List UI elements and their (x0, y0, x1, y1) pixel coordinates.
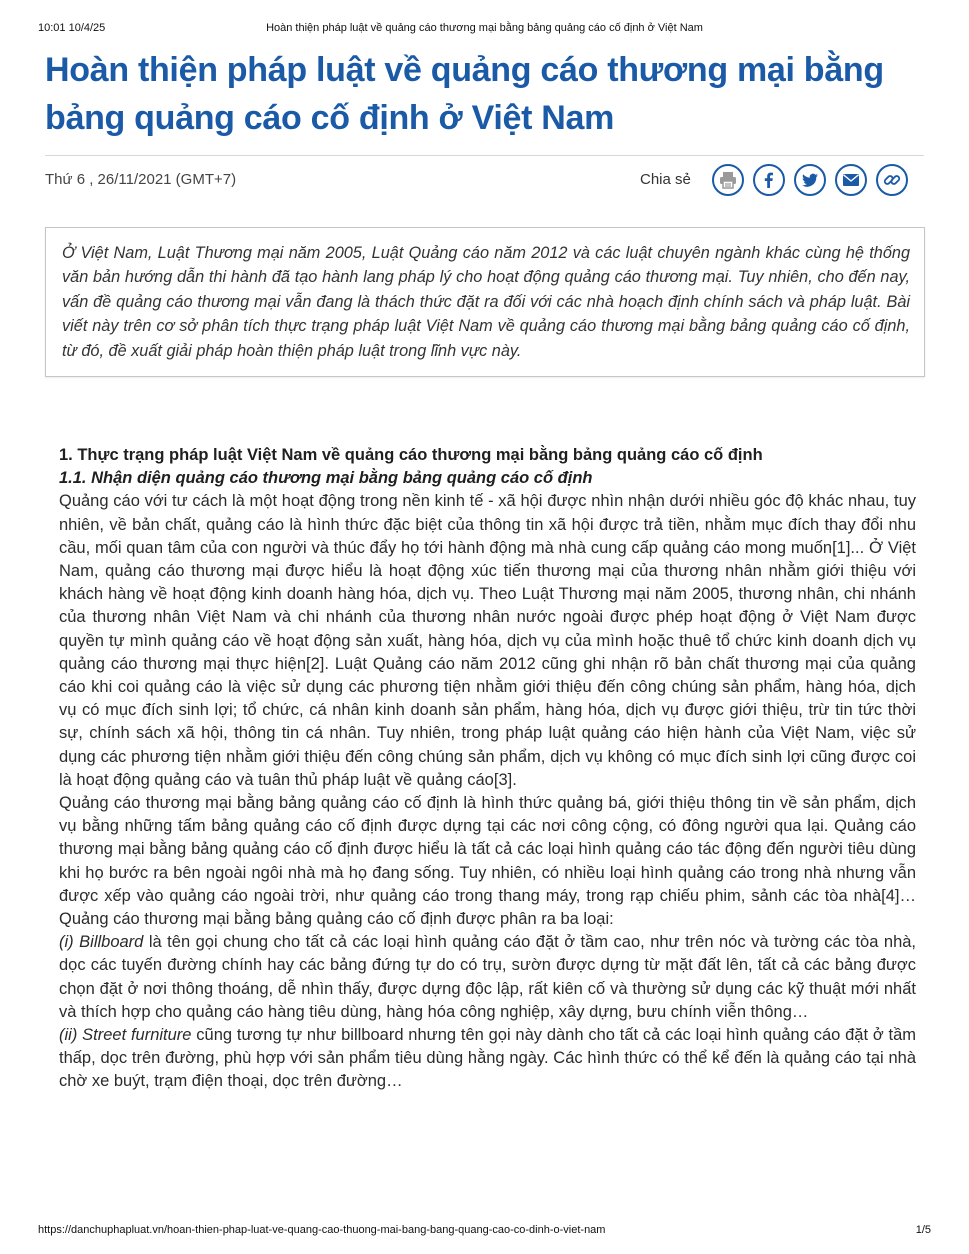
page-number: 1/5 (915, 1224, 931, 1236)
link-icon (882, 170, 902, 190)
article-body (59, 444, 916, 1094)
article-title: Hoàn thiện pháp luật về quảng cáo thương mại bằng bảng quảng cáo cố định ở Việt Nam (45, 51, 884, 137)
section-1-heading: 1. Thực trạng pháp luật Việt Nam về quảng cáo thương mại bằng bảng quảng cáo cố định (59, 446, 763, 464)
share-label: Chia sẻ (640, 171, 691, 188)
item-2-text: cũng tương tự như billboard nhưng tên gọi này dành cho tất cả các loại hình quảng cáo đặt ở tầm thấp, dọc trên đường, phù hợp với sản phẩm tiêu dùng hằng ngày. Các hình thức có thể kể đến là quảng cáo tại nhà chờ xe buýt, trạm điện thoại, dọc trên đường… (59, 1026, 916, 1091)
list-item-billboard (59, 931, 916, 1024)
page-url[interactable]: https://danchuphapluat.vn/hoan-thien-phap-luat-ve-quang-cao-thuong-mai-bang-bang-quang-cao-co-dinh-o-viet-nam (38, 1224, 606, 1236)
email-share-button[interactable] (835, 164, 867, 196)
item-2-label: (ii) Street furniture (59, 1026, 192, 1045)
print-footer (38, 1224, 931, 1238)
item-1-label: (i) Billboard (59, 933, 144, 952)
section-1-1-heading: 1.1. Nhận diện quảng cáo thương mại bằng bảng quảng cáo cố định (59, 469, 593, 488)
paragraph-1: Quảng cáo với tư cách là một hoạt động trong nền kinh tế - xã hội được nhìn nhận dưới nhiều góc độ khác nhau, tuy nhiên, về bản chất, quảng cáo là hình thức đặc biệt của thông tin xã hội được trả tiền, nhằm mục đích thay đổi nhu cầu, mối quan tâm của con người và thúc đẩy họ tới hành động mà nhà cung cấp quảng cáo mong muốn[1]... Ở Việt Nam, quảng cáo thương mại được hiểu là hoạt động xúc tiến thương mại của thương nhân nhằm giới thiệu với khách hàng về hoạt động kinh doanh hàng hóa, dịch vụ. Theo Luật Thương mại năm 2005, thương nhân, chi nhánh của thương nhân Việt Nam và chi nhánh của thương nhân nước ngoài được phép hoạt động ở Việt Nam được quyền tự mình quảng cáo về hoạt động sản xuất, hàng hóa, dịch vụ của mình hoặc thuê tổ chức kinh doanh dịch vụ quảng cáo thương mại thực hiện[2]. Luật Quảng cáo năm 2012 cũng ghi nhận rõ bản chất thương mại của quảng cáo khi coi quảng cáo là việc sử dụng các phương tiện nhằm giới thiệu đến công chúng sản phẩm, hàng hóa, dịch vụ có mục đích sinh lợi; tổ chức, cá nhân kinh doanh sản phẩm, hàng hóa, dịch vụ được giới thiệu, trừ tin tức thời sự, chính sách xã hội, thông tin cá nhân. Tuy nhiên, trong pháp luật quảng cáo hiện hành của Việt Nam, việc sử dụng các phương tiện nhằm giới thiệu đến công chúng sản phẩm, dịch vụ không có mục đích sinh lợi cũng được coi là hoạt động quảng cáo và tuân thủ pháp luật về quảng cáo[3]. (59, 492, 916, 789)
title-divider (45, 155, 924, 156)
item-1-text: là tên gọi chung cho tất cả các loại hình quảng cáo đặt ở tầm cao, như trên nóc và tường các tòa nhà, dọc các tuyến đường chính hay các bảng đứng tự do có trụ, sườn được dựng từ mặt đất lên, tất cả các bảng được chọn đặt ở nơi thông thoáng, dễ nhìn thấy, được dựng độc lập, rất kiên cố và thường sử dụng các kỹ thuật mới nhất và thích hợp cho quảng cáo hàng tiêu dùng, hàng hóa công nghiệp, xây dựng, bưu chính viễn thông… (59, 933, 917, 1021)
print-time: 10:01 10/4/25 (38, 22, 106, 34)
list-item-street-furniture (59, 1024, 916, 1094)
paragraph-2: Quảng cáo thương mại bằng bảng quảng cáo cố định là hình thức quảng bá, giới thiệu thông tin về sản phẩm, dịch vụ bằng những tấm bảng quảng cáo cố định được dựng tại các nơi công cộng, có đông người qua lại. Quảng cáo thương mại bằng bảng quảng cáo cố định được hiểu là tất cả các loại hình quảng cáo tác động đến người tiêu dùng khi họ bước ra bên ngoài ngôi nhà mà họ đang sống. Tuy nhiên, có nhiều loại hình quảng cáo trong nhà nhưng vẫn được xếp vào quảng cáo ngoài trời, như quảng cáo trong thang máy, trong rạp chiếu phim, sảnh các tòa nhà[4]… Quảng cáo thương mại bằng bảng quảng cáo cố định được phân ra ba loại: (59, 794, 916, 929)
copy-link-button[interactable] (876, 164, 908, 196)
print-page-title: Hoàn thiện pháp luật về quảng cáo thương mại bằng bảng quảng cáo cố định ở Việt Nam (266, 22, 703, 34)
print-icon (718, 170, 738, 190)
twitter-share-button[interactable] (794, 164, 826, 196)
article-summary: Ở Việt Nam, Luật Thương mại năm 2005, Luật Quảng cáo năm 2012 và các luật chuyên ngành khác cùng hệ thống văn bản hướng dẫn thi hành đã tạo hành lang pháp lý cho hoạt động quảng cáo thương mại. Tuy nhiên, cho đến nay, vấn đề quảng cáo thương mại vẫn đang là thách thức đặt ra đối với các nhà hoạch định chính sách và pháp luật. Bài viết này trên cơ sở phân tích thực trạng pháp luật Việt Nam về quảng cáo thương mại bằng bảng quảng cáo cố định, từ đó, đề xuất giải pháp hoàn thiện pháp luật trong lĩnh vực này. (45, 227, 925, 377)
print-header (38, 22, 931, 36)
article-meta (45, 160, 924, 206)
email-icon (841, 170, 861, 190)
facebook-share-button[interactable] (753, 164, 785, 196)
facebook-icon (759, 170, 779, 190)
publish-date: Thứ 6 , 26/11/2021 (GMT+7) (45, 171, 237, 188)
twitter-icon (800, 170, 820, 190)
print-button[interactable] (712, 164, 744, 196)
